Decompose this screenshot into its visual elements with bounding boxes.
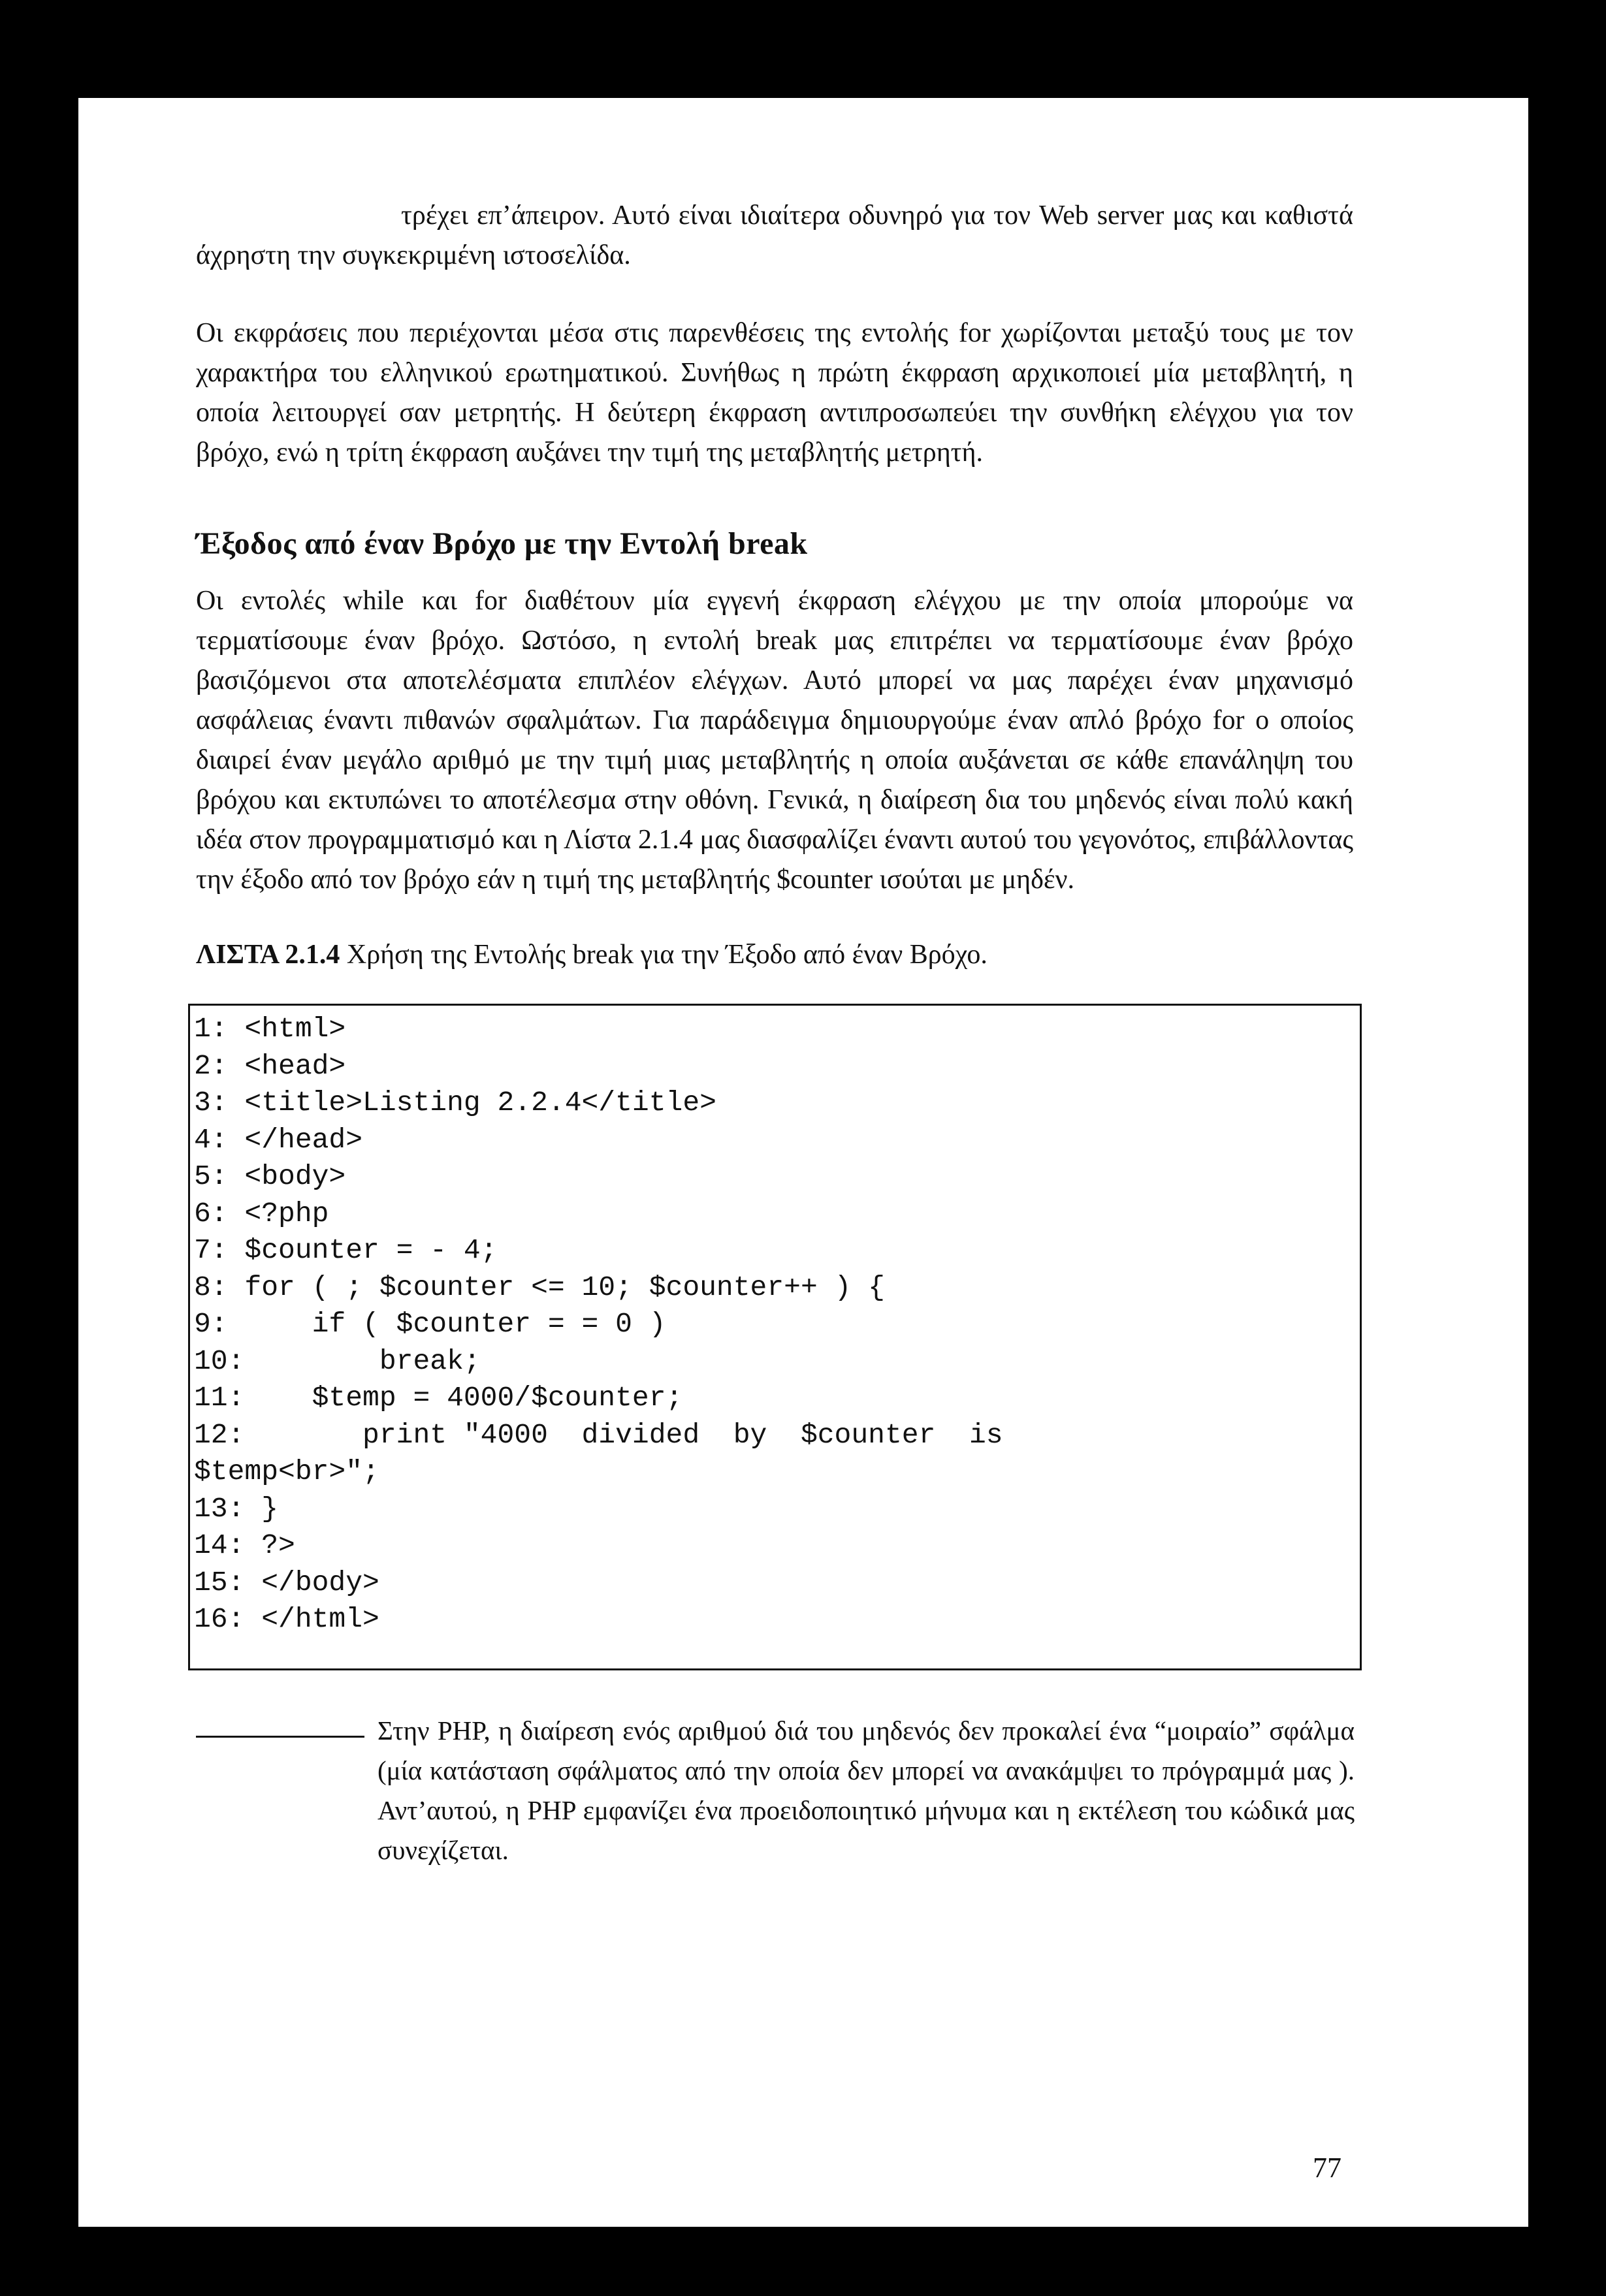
side-note — [377, 1711, 1355, 1870]
listing-label: ΛΙΣΤΑ 2.1.4 — [196, 940, 340, 970]
code-line: 2: <head> — [194, 1049, 346, 1082]
paragraph-break-statement: Οι εντολές while και for διαθέτουν μία εγγενή έκφραση ελέγχου με την οποία μπορούμε να τερματίσουμε έναν βρόχο. Ωστόσο, η εντολή break μας επιτρέπει να τερματίσουμε έναν βρόχο βασιζόμενοι στα αποτελέσματα επιπλέον ελέγχων. Αυτό μπορεί να μας παρέχει έναν μηχανισμό ασφάλειας έναντι πιθανών σφαλμάτων. Για παράδειγμα δημιουργούμε έναν απλό βρόχο for ο οποίος διαιρεί έναν μεγάλο αριθμό με την τιμή μιας μεταβλητής η οποία αυξάνεται σε κάθε επανάληψη του βρόχου και εκτυπώνει το αποτέλεσμα στην οθόνη. Γενικά, η διαίρεση δια του μηδενός είναι πολύ κακή ιδέα στον προγραμματισμό και η Λίστα 2.1.4 μας διασφαλίζει έναντι αυτού του γεγονότος, επιβάλλοντας την έξοδο από τον βρόχο εάν η τιμή της μεταβλητής $counter ισούται με μηδέν. — [196, 586, 1353, 895]
code-line: 10: break; — [194, 1345, 481, 1377]
paragraph-for-expressions: Οι εκφράσεις που περιέχονται μέσα στις παρενθέσεις της εντολής for χωρίζονται μεταξύ τους με τον χαρακτήρα του ελληνικού ερωτηματικού. Συνήθως η πρώτη έκφραση αρχικοποιεί μία μεταβλητή, η οποία λειτουργεί σαν μετρητής. Η δεύτερη έκφραση αντιπροσωπεύει την συνθήκη ελέγχου για τον βρόχο, ενώ η τρίτη έκφραση αυξάνει την τιμή της μεταβλητής μετρητή. — [196, 318, 1353, 468]
note-rule — [196, 1736, 364, 1738]
code-line: 6: <?php — [194, 1197, 329, 1230]
note-text: Στην PHP, η διαίρεση ενός αριθμού διά του μηδενός δεν προκαλεί ένα “μοιραίο” σφάλμα (μία κατάσταση σφάλματος από την οποία δεν μπορεί να ανακάμψει το πρόγραμμά μας ). Αντ’αυτού, η PHP εμφανίζει ένα προειδοποιητικό μήνυμα και η εκτέλεση του κώδικά μας συνεχίζεται. — [377, 1715, 1355, 1865]
listing-caption — [196, 935, 1353, 975]
paragraph-continuation: τρέχει επ’άπειρον. Αυτό είναι ιδιαίτερα οδυνηρό για τον Web server μας και καθιστά άχρηστη την συγκεκριμένη ιστοσελίδα. — [196, 200, 1353, 270]
section-heading: Έξοδος από έναν Βρόχο με την Εντολή break — [196, 526, 808, 561]
code-line: 11: $temp = 4000/$counter; — [194, 1382, 683, 1414]
code-line: 14: ?> — [194, 1529, 295, 1561]
code-line: 9: if ( $counter = = 0 ) — [194, 1308, 666, 1340]
code-line: 3: <title>Listing 2.2.4</title> — [194, 1087, 716, 1119]
code-line: 15: </body> — [194, 1566, 379, 1599]
listing-title: Χρήση της Εντολής break για την Έξοδο από έναν Βρόχο. — [346, 940, 988, 970]
code-line: 13: } — [194, 1492, 279, 1525]
page-content — [196, 196, 1353, 1870]
code-line: 7: $counter = - 4; — [194, 1234, 498, 1266]
code-line: 5: <body> — [194, 1160, 346, 1192]
page-number: 77 — [1313, 2152, 1341, 2184]
code-line: 12: print "4000 divided by $counter is — [194, 1418, 1003, 1451]
code-line: 8: for ( ; $counter <= 10; $counter++ ) { — [194, 1271, 885, 1303]
code-listing — [188, 1004, 1362, 1670]
code-line: 1: <html> — [194, 1013, 346, 1045]
code-line: $temp<br>"; — [194, 1456, 379, 1488]
code-line: 16: </html> — [194, 1603, 379, 1635]
code-line: 4: </head> — [194, 1123, 363, 1156]
